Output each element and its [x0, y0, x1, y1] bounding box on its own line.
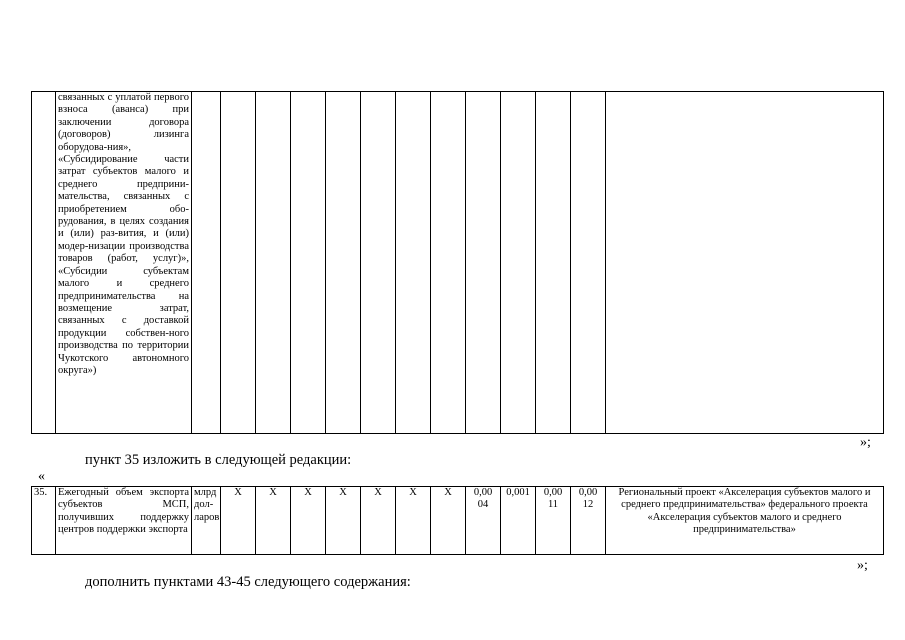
value-cell: 0,00 12 [571, 487, 606, 555]
value-cell [396, 92, 431, 434]
item-35-table [31, 486, 884, 555]
opening-quote: « [38, 469, 45, 484]
x-cell: Х [361, 487, 396, 555]
table-row [32, 92, 884, 434]
value-cell: 0,00 11 [536, 487, 571, 555]
value-cell [501, 92, 536, 434]
table-row [32, 487, 884, 555]
description-cell: связанных с уплатой первого взноса (аванса) при заключении договора (договоров) лизинга оборудова-ния», «Субсидирование части затрат субъектов малого и среднего предприни-мательства, связанных с приобретением обо-рудования, в целях создания и (или) раз-вития, и (или) модер-низации производства товаров (работ, услуг)», «Субсидии субъектам малого и среднего предпринимательства на возмещение затрат, связанных с доставкой продукции собствен-ного производства по территории Чукотского автономного округа») [56, 92, 192, 434]
closing-quote: »; [860, 435, 871, 450]
value-cell [466, 92, 501, 434]
instruction-paragraph: дополнить пунктами 43-45 следующего содержания: [85, 574, 411, 590]
value-cell [326, 92, 361, 434]
value-cell [361, 92, 396, 434]
value-cell: 0,001 [501, 487, 536, 555]
value-cell [291, 92, 326, 434]
closing-quote: »; [857, 558, 868, 573]
x-cell: Х [431, 487, 466, 555]
row-number-cell [32, 92, 56, 434]
value-cell: 0,00 04 [466, 487, 501, 555]
description-cell: Ежегодный объем экспорта субъектов МСП, получивших поддержку центров поддержки экспорта [56, 487, 192, 555]
x-cell: Х [256, 487, 291, 555]
unit-cell [192, 92, 221, 434]
unit-cell: млрд дол-ларов [192, 487, 221, 555]
value-cell [256, 92, 291, 434]
x-cell: Х [291, 487, 326, 555]
project-cell [606, 92, 884, 434]
x-cell: Х [396, 487, 431, 555]
x-cell: Х [221, 487, 256, 555]
value-cell [536, 92, 571, 434]
value-cell [571, 92, 606, 434]
continued-table [31, 91, 884, 434]
instruction-paragraph: пункт 35 изложить в следующей редакции: [85, 452, 352, 468]
value-cell [221, 92, 256, 434]
row-number-cell: 35. [32, 487, 56, 555]
value-cell [431, 92, 466, 434]
x-cell: Х [326, 487, 361, 555]
project-cell: Региональный проект «Акселерация субъектов малого и среднего предпринимательства» федерального проекта «Акселерация субъектов малого и среднего предпринимательства» [606, 487, 884, 555]
